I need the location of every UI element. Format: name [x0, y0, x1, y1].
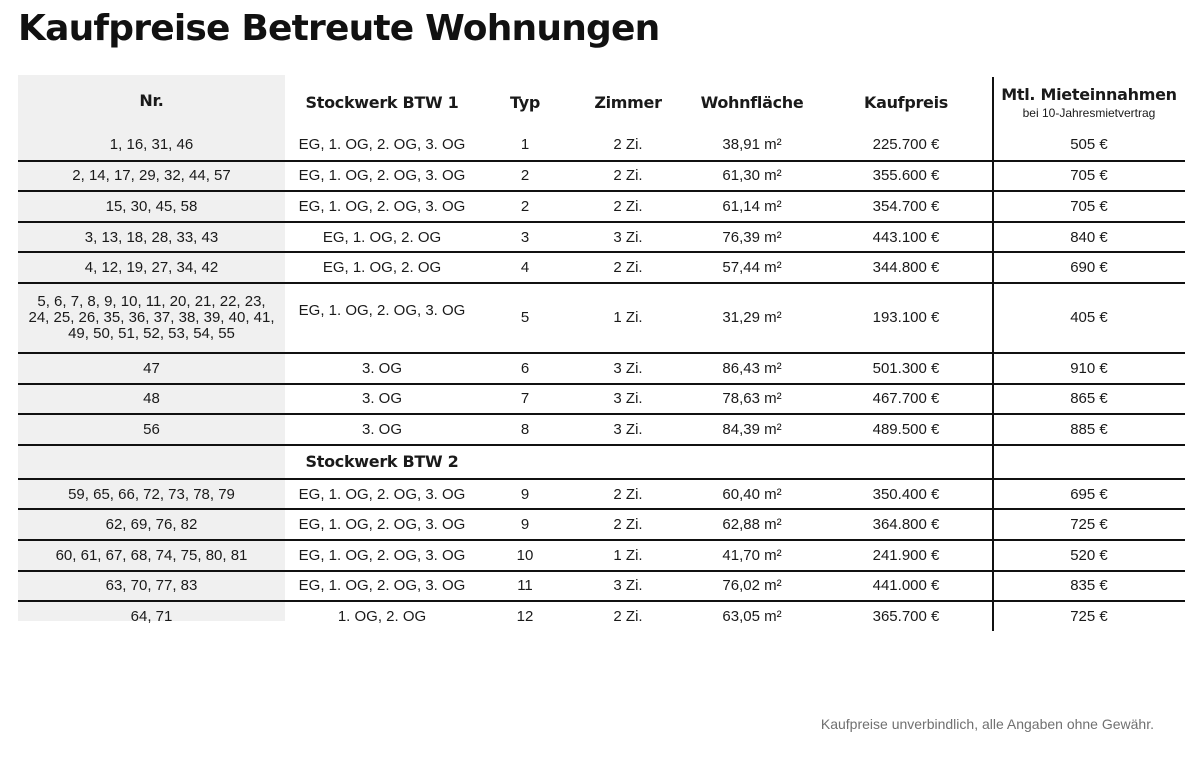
cell-stockwerk: EG, 1. OG, 2. OG, 3. OG [285, 540, 479, 571]
cell-zimmer: 2 Zi. [571, 479, 685, 510]
price-table [18, 75, 1185, 632]
cell-typ: 4 [479, 252, 571, 283]
section-empty-cell [479, 445, 571, 479]
table-row [18, 191, 1185, 222]
section-title: Stockwerk BTW 2 [285, 445, 479, 479]
cell-stockwerk: EG, 1. OG, 2. OG, 3. OG [285, 130, 479, 161]
cell-kaufpreis: 364.800 € [819, 509, 993, 540]
cell-miete: 505 € [993, 130, 1185, 161]
cell-wohnflaeche: 41,70 m² [685, 540, 819, 571]
cell-wohnflaeche: 61,14 m² [685, 191, 819, 222]
cell-zimmer: 1 Zi. [571, 540, 685, 571]
cell-zimmer: 3 Zi. [571, 384, 685, 415]
cell-zimmer: 2 Zi. [571, 509, 685, 540]
cell-wohnflaeche: 86,43 m² [685, 353, 819, 384]
table-row [18, 130, 1185, 161]
cell-wohnflaeche: 76,39 m² [685, 222, 819, 253]
cell-miete: 865 € [993, 384, 1185, 415]
cell-nr: 60, 61, 67, 68, 74, 75, 80, 81 [18, 540, 285, 571]
header-nr: Nr. [139, 91, 164, 110]
cell-stockwerk: EG, 1. OG, 2. OG, 3. OG [285, 191, 479, 222]
cell-typ: 2 [479, 191, 571, 222]
cell-kaufpreis: 501.300 € [819, 353, 993, 384]
cell-kaufpreis: 350.400 € [819, 479, 993, 510]
cell-zimmer: 2 Zi. [571, 191, 685, 222]
cell-kaufpreis: 193.100 € [819, 283, 993, 353]
cell-wohnflaeche: 62,88 m² [685, 509, 819, 540]
cell-wohnflaeche: 60,40 m² [685, 479, 819, 510]
cell-kaufpreis: 355.600 € [819, 161, 993, 192]
cell-miete: 695 € [993, 479, 1185, 510]
cell-typ: 9 [479, 509, 571, 540]
header-zimmer: Zimmer [594, 93, 662, 112]
cell-stockwerk: EG, 1. OG, 2. OG, 3. OG [285, 161, 479, 192]
cell-nr: 4, 12, 19, 27, 34, 42 [18, 252, 285, 283]
cell-miete: 840 € [993, 222, 1185, 253]
table-row [18, 161, 1185, 192]
cell-typ: 9 [479, 479, 571, 510]
section-empty-cell [819, 445, 993, 479]
cell-stockwerk: 3. OG [285, 414, 479, 445]
cell-stockwerk: 3. OG [285, 353, 479, 384]
cell-zimmer: 2 Zi. [571, 252, 685, 283]
cell-typ: 1 [479, 130, 571, 161]
cell-nr: 63, 70, 77, 83 [18, 571, 285, 602]
cell-zimmer: 3 Zi. [571, 414, 685, 445]
cell-typ: 6 [479, 353, 571, 384]
header-typ: Typ [510, 93, 540, 112]
header-kaufpreis: Kaufpreis [863, 93, 949, 112]
cell-nr: 48 [18, 384, 285, 415]
cell-zimmer: 3 Zi. [571, 222, 685, 253]
table-row [18, 601, 1185, 632]
cell-wohnflaeche: 76,02 m² [685, 571, 819, 602]
page-title: Kaufpreise Betreute Wohnungen [18, 8, 660, 49]
cell-nr: 59, 65, 66, 72, 73, 78, 79 [18, 479, 285, 510]
cell-nr: 62, 69, 76, 82 [18, 509, 285, 540]
cell-wohnflaeche: 38,91 m² [685, 130, 819, 161]
cell-zimmer: 3 Zi. [571, 571, 685, 602]
table-row [18, 479, 1185, 510]
cell-stockwerk: EG, 1. OG, 2. OG [285, 222, 479, 253]
cell-typ: 12 [516, 608, 534, 626]
cell-miete: 910 € [993, 353, 1185, 384]
cell-zimmer: 3 Zi. [571, 353, 685, 384]
cell-miete: 835 € [993, 571, 1185, 602]
cell-typ: 2 [479, 161, 571, 192]
cell-nr: 56 [18, 414, 285, 445]
header-miete-subtitle: bei 10-Jahresmietvertrag [1022, 106, 1156, 120]
cell-zimmer: 2 Zi. [613, 608, 643, 626]
table-row [18, 414, 1185, 445]
cell-kaufpreis: 441.000 € [819, 571, 993, 602]
cell-stockwerk: EG, 1. OG, 2. OG [285, 252, 479, 283]
section-empty-cell [571, 445, 685, 479]
cell-kaufpreis: 489.500 € [819, 414, 993, 445]
table-row [18, 252, 1185, 283]
cell-miete: 690 € [993, 252, 1185, 283]
cell-wohnflaeche: 31,29 m² [685, 283, 819, 353]
cell-kaufpreis: 365.700 € [872, 608, 940, 626]
cell-miete: 520 € [993, 540, 1185, 571]
cell-kaufpreis: 354.700 € [819, 191, 993, 222]
cell-wohnflaeche: 84,39 m² [685, 414, 819, 445]
cell-kaufpreis: 443.100 € [819, 222, 993, 253]
cell-typ: 10 [479, 540, 571, 571]
cell-kaufpreis: 225.700 € [819, 130, 993, 161]
cell-miete: 885 € [993, 414, 1185, 445]
cell-wohnflaeche: 63,05 m² [722, 608, 782, 626]
price-table-wrapper [18, 75, 1185, 632]
table-row [18, 509, 1185, 540]
cell-stockwerk: EG, 1. OG, 2. OG, 3. OG [285, 509, 479, 540]
header-miete [993, 75, 1185, 130]
section-empty-cell [685, 445, 819, 479]
cell-wohnflaeche: 57,44 m² [685, 252, 819, 283]
header-wohnflaeche: Wohnfläche [700, 93, 804, 112]
cell-miete: 725 € [993, 509, 1185, 540]
cell-typ: 7 [479, 384, 571, 415]
cell-nr: 3, 13, 18, 28, 33, 43 [18, 222, 285, 253]
cell-miete: 405 € [993, 283, 1185, 353]
cell-nr: 5, 6, 7, 8, 9, 10, 11, 20, 21, 22, 23, 24, 25, 26, 35, 36, 37, 38, 39, 40, 41, 49, 50, 51, 52, 53, 54, 55 [18, 283, 285, 353]
cell-typ: 5 [479, 283, 571, 353]
cell-wohnflaeche: 78,63 m² [685, 384, 819, 415]
cell-zimmer: 1 Zi. [571, 283, 685, 353]
header-miete-title: Mtl. Mieteinnahmen [1001, 85, 1177, 104]
cell-miete: 705 € [993, 191, 1185, 222]
cell-nr: 1, 16, 31, 46 [18, 130, 285, 161]
cell-kaufpreis: 241.900 € [819, 540, 993, 571]
cell-nr: 15, 30, 45, 58 [18, 191, 285, 222]
cell-stockwerk: EG, 1. OG, 2. OG, 3. OG [285, 283, 479, 353]
section-empty-cell [993, 445, 1185, 479]
cell-nr: 47 [18, 353, 285, 384]
table-row [18, 571, 1185, 602]
cell-kaufpreis: 467.700 € [819, 384, 993, 415]
cell-zimmer: 2 Zi. [571, 161, 685, 192]
cell-miete: 725 € [1070, 608, 1108, 626]
cell-miete: 705 € [993, 161, 1185, 192]
table-row [18, 384, 1185, 415]
table-row [18, 540, 1185, 571]
cell-nr: 2, 14, 17, 29, 32, 44, 57 [18, 161, 285, 192]
cell-typ: 3 [479, 222, 571, 253]
cell-nr: 64, 71 [130, 608, 173, 626]
cell-stockwerk: EG, 1. OG, 2. OG, 3. OG [285, 479, 479, 510]
cell-kaufpreis: 344.800 € [819, 252, 993, 283]
table-row [18, 353, 1185, 384]
cell-typ: 11 [479, 571, 571, 602]
table-row [18, 283, 1185, 353]
table-row [18, 222, 1185, 253]
cell-wohnflaeche: 61,30 m² [685, 161, 819, 192]
section-header-row [18, 445, 1185, 479]
cell-stockwerk: EG, 1. OG, 2. OG, 3. OG [285, 571, 479, 602]
disclaimer-footer: Kaufpreise unverbindlich, alle Angaben ohne Gewähr. [820, 716, 1154, 732]
cell-stockwerk: 3. OG [285, 384, 479, 415]
table-header-row [18, 75, 1185, 130]
cell-stockwerk: 1. OG, 2. OG [337, 608, 427, 626]
cell-zimmer: 2 Zi. [571, 130, 685, 161]
cell-typ: 8 [479, 414, 571, 445]
section-empty-cell [18, 445, 285, 479]
header-stockwerk: Stockwerk BTW 1 [305, 93, 459, 112]
